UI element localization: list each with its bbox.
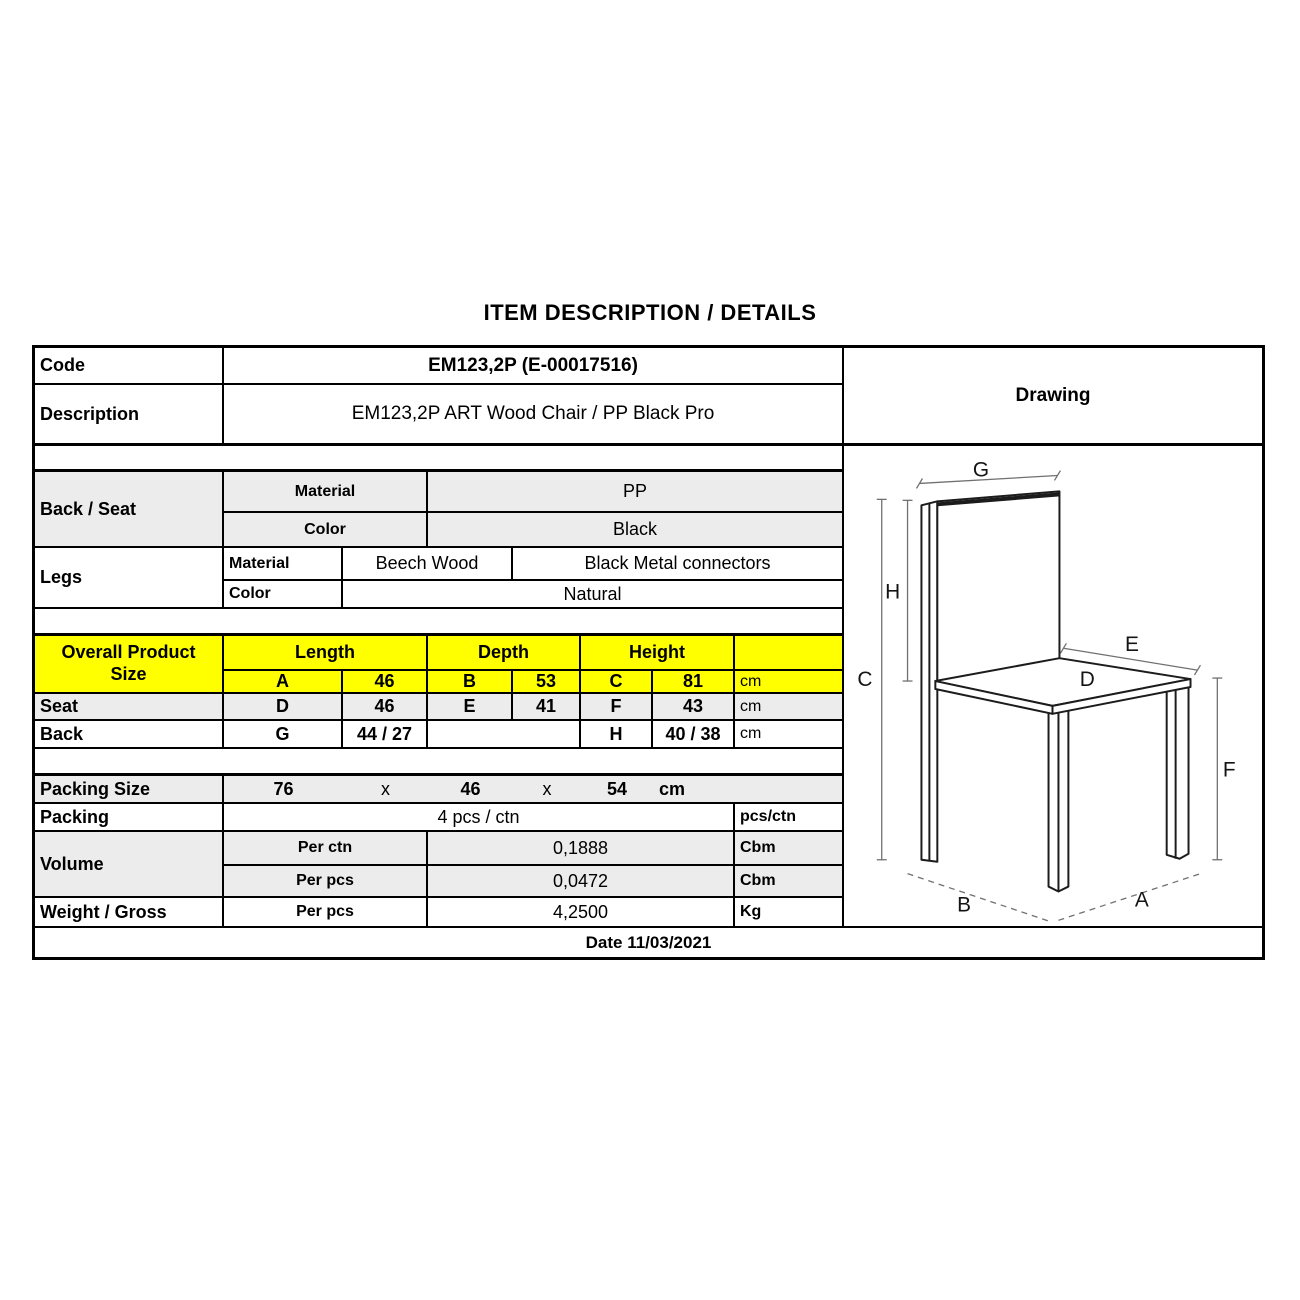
back-seat-material-value: PP [428,472,844,513]
back-unit: cm [735,721,844,749]
dim-label-a: A [1134,888,1149,912]
dim-label-e: E [1124,633,1139,657]
packing-size-v3: 54 [606,778,628,799]
dim-label-g: G [972,458,990,482]
description-label: Description [35,385,224,446]
seat-height-key: F [581,694,653,721]
chair-outline [921,491,1190,891]
size-overall-length-val: 46 [343,671,428,694]
packing-unit: pcs/ctn [735,804,844,832]
weight-per-pcs-label: Per pcs [224,898,428,928]
packing-value: 4 pcs / ctn [224,804,735,832]
spacer-row-3 [35,749,844,776]
seat-length-val: 46 [343,694,428,721]
date-row: Date 11/03/2021 [585,932,712,952]
legs-label: Legs [35,548,224,609]
seat-label: Seat [35,694,224,721]
packing-label: Packing [35,804,224,832]
legs-material-label: Material [224,548,343,581]
packing-size-x1: x [381,778,390,799]
drawing-title: Drawing [844,348,1262,446]
size-header-depth: Depth [428,636,581,671]
dim-label-h: H [885,580,901,604]
overall-size-label-line1: Overall Product [61,642,196,663]
seat-depth-key: E [428,694,513,721]
back-length-val: 44 / 27 [343,721,428,749]
weight-unit: Kg [735,898,844,928]
dim-label-b: B [957,893,972,917]
weight-value: 4,2500 [428,898,735,928]
dim-label-f: F [1222,758,1236,782]
volume-per-ctn-label: Per ctn [224,832,428,866]
packing-size-unit: cm [659,778,686,799]
volume-per-ctn-value: 0,1888 [428,832,735,866]
back-seat-material-label: Material [224,472,428,513]
back-height-key: H [581,721,653,749]
size-header-unit-empty [735,636,844,671]
back-seat-color-value: Black [428,513,844,548]
size-overall-unit: cm [735,671,844,694]
overall-size-label-line2: Size [110,664,147,684]
dim-label-d: D [1079,668,1095,691]
size-overall-depth-key: B [428,671,513,694]
seat-depth-val: 41 [513,694,581,721]
back-length-key: G [224,721,343,749]
dim-label-c: C [857,668,873,691]
size-header-length: Length [224,636,428,671]
packing-size-label: Packing Size [35,776,224,804]
chair-drawing [844,446,1262,926]
packing-size-values [224,776,844,804]
volume-per-ctn-unit: Cbm [735,832,844,866]
back-label: Back [35,721,224,749]
back-seat-color-label: Color [224,513,428,548]
size-overall-depth-val: 53 [513,671,581,694]
back-seat-label: Back / Seat [35,472,224,548]
size-header-height: Height [581,636,735,671]
legs-material-metal: Black Metal connectors [513,548,844,581]
packing-size-x2: x [542,778,552,799]
volume-per-pcs-value: 0,0472 [428,866,735,898]
spacer-row-1 [35,446,844,472]
legs-color-label: Color [224,581,343,609]
size-overall-length-key: A [224,671,343,694]
weight-label: Weight / Gross [35,898,224,928]
back-height-val: 40 / 38 [653,721,735,749]
legs-color-value: Natural [343,581,844,609]
legs-material-wood: Beech Wood [343,548,513,581]
packing-size-v1: 76 [273,778,294,799]
chair-backrest [937,491,1059,682]
spacer-row-2 [35,609,844,636]
volume-label: Volume [35,832,224,898]
code-label: Code [35,348,224,385]
chair-right-leg [1167,683,1189,859]
drawing-area [844,446,1262,928]
code-value: EM123,2P (E-00017516) [224,348,844,385]
volume-per-pcs-unit: Cbm [735,866,844,898]
page-title: ITEM DESCRIPTION / DETAILS [483,300,817,325]
packing-size-v2: 46 [460,778,481,799]
overall-size-label [35,636,224,694]
spec-table [32,345,1265,960]
description-value: EM123,2P ART Wood Chair / PP Black Pro [224,385,844,446]
back-depth-empty [428,721,581,749]
seat-length-key: D [224,694,343,721]
size-overall-height-val: 81 [653,671,735,694]
size-overall-height-key: C [581,671,653,694]
seat-unit: cm [735,694,844,721]
seat-height-val: 43 [653,694,735,721]
volume-per-pcs-label: Per pcs [224,866,428,898]
